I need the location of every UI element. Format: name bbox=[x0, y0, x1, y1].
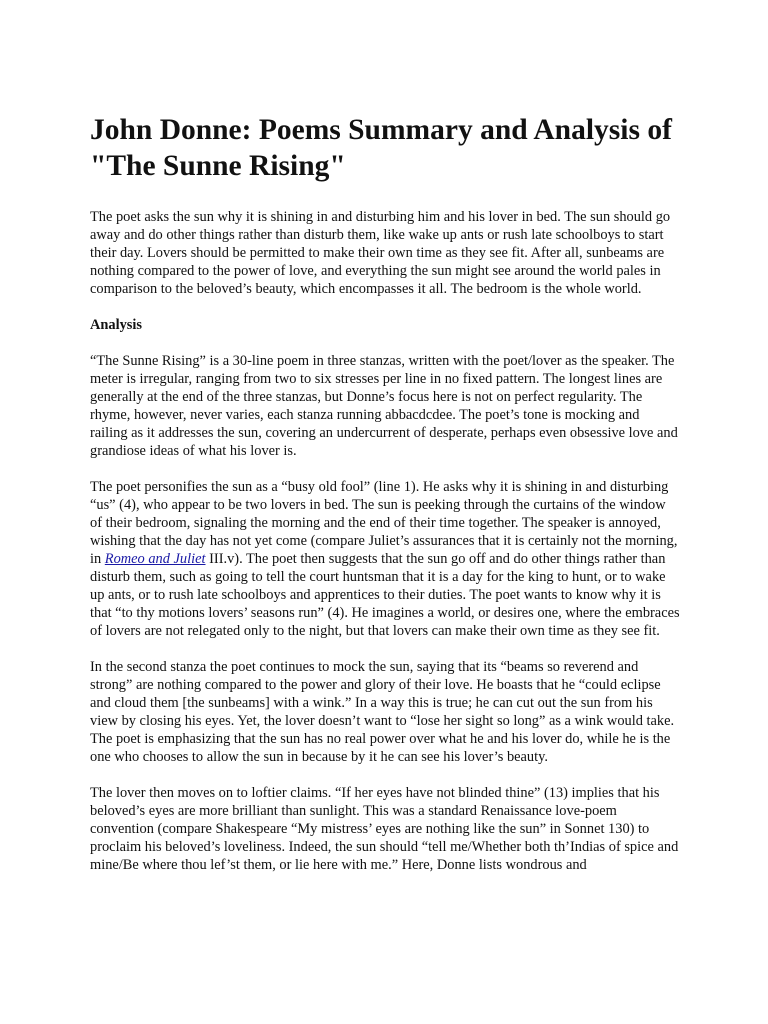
paragraph-2-text-end: III.v). The poet then suggests that the sun go off and do other things rather than disturb them, such as going to tell the court huntsman that it is a day for the king to hunt, or to wake up ants, or to rush late schoolboys and apprentices to their duties. The poet wants to know why it is that “to thy motions lovers’ seasons run” (4). He imagines a world, or desires one, where the embraces of lovers are not relegated only to the night, but that lovers can make their own time as they see fit. bbox=[90, 551, 680, 639]
analysis-paragraph-1: “The Sunne Rising” is a 30-line poem in three stanzas, written with the poet/lover as the speaker. The meter is irregular, ranging from two to six stresses per line in no fixed pattern. The longest lines are generally at the end of the three stanzas, but Donne’s focus here is not on perfect regularity. The rhyme, however, never varies, each stanza running abbacdcdee. The poet’s tone is mocking and railing as it addresses the sun, covering an undercurrent of desperate, perhaps even obsessive love and grandiose ideas of what his lover is. bbox=[90, 353, 678, 459]
document-page bbox=[90, 112, 680, 892]
analysis-paragraph-3: In the second stanza the poet continues to mock the sun, saying that its “beams so reverend and strong” are nothing compared to the power and glory of their love. He boasts that he “could eclipse and cloud them [the sunbeams] with a wink.” In a way this is true; he can cut out the sun from his view by closing his eyes. Yet, the lover doesn’t want to “lose her sight so long” as a wink would take. The poet is emphasizing that the sun has no real power over what he and his lover do, while he is the one who chooses to allow the sun in because by it he can see his lover’s beauty. bbox=[90, 659, 675, 765]
analysis-paragraph-4: The lover then moves on to loftier claims. “If her eyes have not blinded thine” (13) implies that his beloved’s eyes are more brilliant than sunlight. This was a standard Renaissance love-poem convention (compare Shakespeare “My mistress’ eyes are nothing like the sun” in Sonnet 130) to proclaim his beloved’s loveliness. Indeed, the sun should “tell me/Whether both th’Indias of spice and mine/Be where thou lef’st them, or lie here with me.” Here, Donne lists wondrous and bbox=[90, 785, 679, 873]
paragraph-2-text-start: The poet personifies the sun as a “busy old fool” (line 1). He asks why it is shining in and disturbing “us” (4), who appear to be two lovers in bed. The sun is peeking through the curtains of the window of their bedroom, signaling the morning and the end of their time together. The speaker is annoyed, wishing that the day has not yet come (compare Juliet’s assurances that it is certainly not the morning, in bbox=[90, 479, 678, 567]
analysis-paragraph-2 bbox=[90, 478, 680, 640]
page-title: John Donne: Poems Summary and Analysis of "The Sunne Rising" bbox=[90, 114, 672, 182]
romeo-and-juliet-link[interactable]: Romeo and Juliet bbox=[104, 551, 206, 567]
summary-paragraph: The poet asks the sun why it is shining in and disturbing him and his lover in bed. The sun should go away and do other things rather than disturb them, like wake up ants or rush late schoolboys to start their day. Lovers should be permitted to make their own time as they see fit. After all, sunbeams are nothing compared to the power of love, and everything the sun might see around the world pales in comparison to the beloved’s beauty, which encompasses it all. The bedroom is the whole world. bbox=[90, 209, 671, 297]
analysis-heading: Analysis bbox=[90, 317, 142, 333]
